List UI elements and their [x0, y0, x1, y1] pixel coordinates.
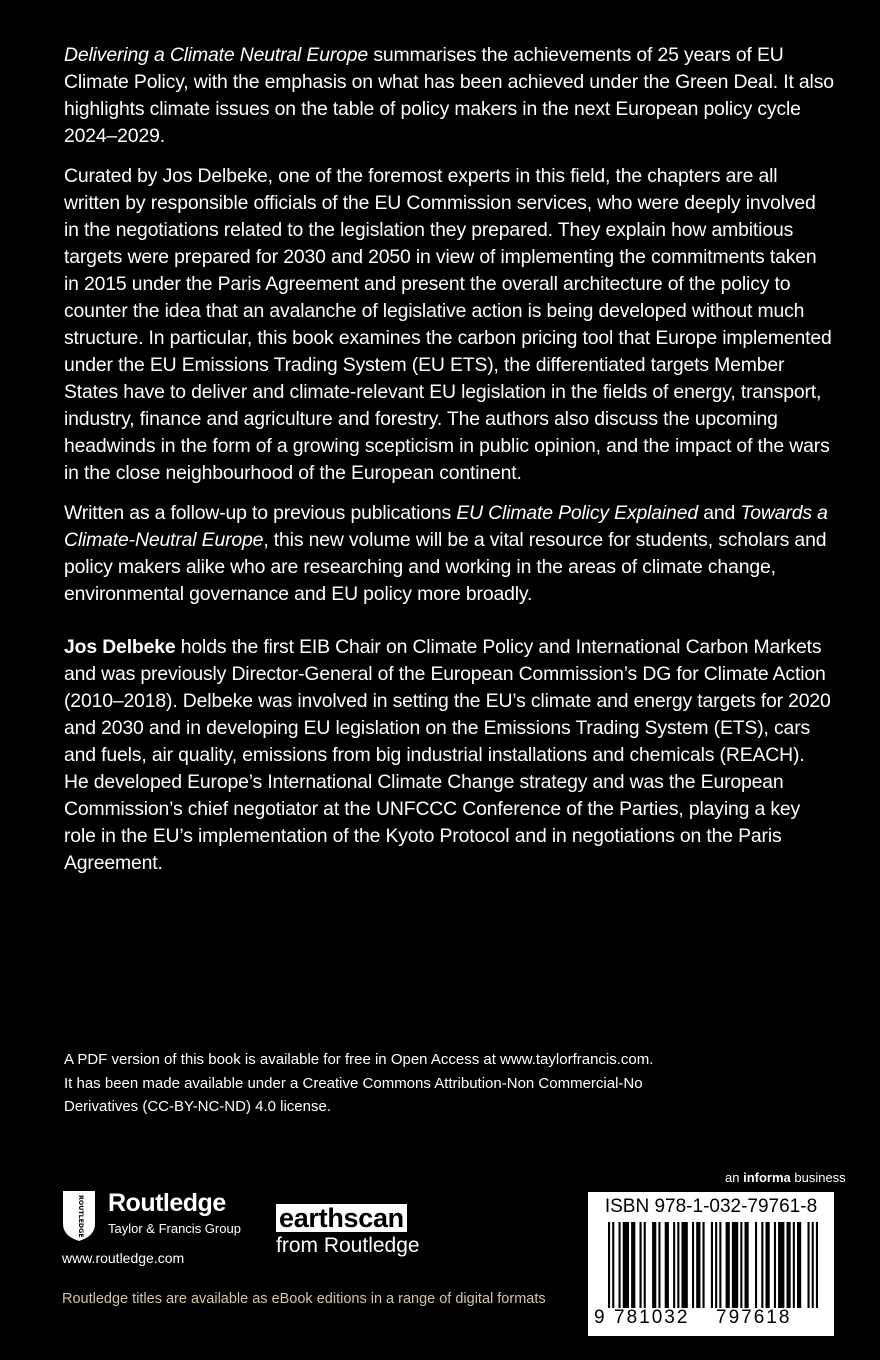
- barcode-bar: [619, 1222, 621, 1308]
- barcode-bar: [623, 1222, 629, 1308]
- blurb-paragraph-3: [64, 500, 834, 608]
- barcode-bar: [644, 1222, 646, 1308]
- ebook-note: Routledge titles are available as eBook editions in a range of digital formats: [62, 1291, 546, 1307]
- informa-suffix: business: [790, 1170, 846, 1185]
- barcode-bar: [703, 1222, 705, 1308]
- blurb-paragraph-2: Curated by Jos Delbeke, one of the foremost experts in this field, the chapters are all written by responsible officials of the EU Commission services, who were deeply involved in the negotiations related to the legislation they prepared. They explain how ambitious targets were prepared for 2030 and 2050 in view of implementing the commitments taken in 2015 under the Paris Agreement and present the overall architecture of the policy to counter the idea that an avalanche of legislative action is being developed without much structure. In particular, this book examines the carbon pricing tool that Europe implemented under the EU Emissions Trading System (EU ETS), the differentiated targets Member States have to deliver and climate-relevant EU legislation in the fields of energy, transport, industry, finance and agriculture and forestry. The authors also discuss the upcoming headwinds in the form of a growing scepticism in public opinion, and the impact of the wars in the close neighbourhood of the European continent.: [64, 165, 832, 484]
- isbn-text: ISBN 978-1-032-79761-8: [604, 1196, 818, 1217]
- routledge-group: Taylor & Francis Group: [108, 1221, 241, 1236]
- barcode-bar: [787, 1222, 791, 1308]
- open-access-line-3: Derivatives (CC-BY-NC-ND) 4.0 license.: [64, 1098, 332, 1115]
- barcode-bars: [608, 1222, 818, 1308]
- blurb-text-3a: Written as a follow-up to previous publications: [64, 502, 457, 524]
- barcode-bar: [665, 1222, 669, 1308]
- blurb-text-1: summarises the achievements of 25 years of EU Climate Policy, with the emphasis on what has been achieved under the Green Deal. It also highlights climate issues on the table of policy makers in the next European policy cycle 2024–2029.: [64, 44, 834, 147]
- routledge-url: www.routledge.com: [62, 1250, 185, 1266]
- previous-title-1: EU Climate Policy Explained: [456, 502, 698, 524]
- barcode-bar: [745, 1222, 749, 1308]
- routledge-shield-text: ROUTLEDGE: [77, 1195, 84, 1238]
- earthscan-name: earthscan: [276, 1204, 407, 1232]
- barcode-bar: [766, 1222, 770, 1308]
- blurb-text-3b: and: [697, 502, 741, 524]
- barcode-bar: [658, 1222, 660, 1308]
- routledge-shield-icon: [62, 1190, 96, 1242]
- barcode-bar: [812, 1222, 814, 1308]
- back-cover-blurb: [64, 42, 834, 890]
- barcode-bar: [612, 1222, 614, 1308]
- barcode-bar: [761, 1222, 763, 1308]
- barcode-digit-first: 9: [594, 1307, 607, 1328]
- barcode-digits-left: 781032: [614, 1307, 690, 1328]
- barcode-bar: [816, 1222, 818, 1308]
- blurb-text-3c: , this new volume will be a vital resource for students, scholars and policy makers alike who are researching and working in the areas of climate change, environmental governance and EU policy more broadly.: [64, 529, 827, 605]
- author-name: Jos Delbeke: [64, 636, 176, 658]
- barcode-bar: [640, 1222, 642, 1308]
- barcode-bar: [774, 1222, 776, 1308]
- earthscan-logo: [276, 1204, 420, 1258]
- open-access-line-2: It has been made available under a Creative Commons Attribution-Non Commercial-No: [64, 1074, 643, 1092]
- blurb-paragraph-1: [64, 42, 834, 150]
- informa-tagline: [725, 1170, 846, 1185]
- barcode-bar: [673, 1222, 675, 1308]
- book-title: Delivering a Climate Neutral Europe: [64, 44, 369, 66]
- barcode-bar: [715, 1222, 717, 1308]
- barcode-bar: [711, 1222, 713, 1308]
- author-bio-text: holds the first EIB Chair on Climate Policy and International Carbon Markets and was previously Director-General of the European Commission’s DG for Climate Action (2010–2018). Delbeke was involved in setting the EU’s climate and energy targets for 2020 and 2030 and in developing EU legislation on the Emissions Trading System (ETS), cars and fuels, air quality, emissions from big industrial installations and chemicals (REACH). He developed Europe’s International Climate Change strategy and was the European Commission’s chief negotiator at the UNFCCC Conference of the Parties, playing a key role in the EU’s implementation of the Kyoto Protocol and in negotiations on the Paris Agreement.: [64, 636, 831, 874]
- barcode-bar: [740, 1222, 742, 1308]
- author-bio: [64, 634, 834, 877]
- barcode-bar: [808, 1222, 810, 1308]
- previous-title-2: Towards a Climate-Neutral Europe: [64, 502, 828, 551]
- barcode-bar: [682, 1222, 688, 1308]
- barcode-bar: [652, 1222, 656, 1308]
- barcode-bar: [797, 1222, 801, 1308]
- routledge-logo: [62, 1190, 262, 1242]
- barcode-bar: [778, 1222, 784, 1308]
- barcode-bar: [696, 1222, 700, 1308]
- earthscan-from: from Routledge: [276, 1234, 420, 1257]
- barcode-bar: [692, 1222, 694, 1308]
- isbn-barcode: [588, 1192, 834, 1336]
- routledge-name: Routledge: [108, 1189, 226, 1217]
- barcode-bar: [608, 1222, 610, 1308]
- open-access-line-1: A PDF version of this book is available for free in Open Access at www.taylorfrancis.com.: [64, 1051, 654, 1068]
- informa-brand: informa: [743, 1170, 791, 1185]
- barcode-bar: [793, 1222, 795, 1308]
- barcode-bar: [755, 1222, 757, 1308]
- barcode-bar: [726, 1222, 730, 1308]
- barcode-bar: [677, 1222, 679, 1308]
- barcode-bar: [631, 1222, 635, 1308]
- informa-prefix: an: [725, 1170, 744, 1185]
- barcode-bar: [732, 1222, 738, 1308]
- barcode-bar: [719, 1222, 721, 1308]
- barcode-digits-right: 797618: [716, 1307, 792, 1328]
- open-access-note: [64, 1048, 784, 1119]
